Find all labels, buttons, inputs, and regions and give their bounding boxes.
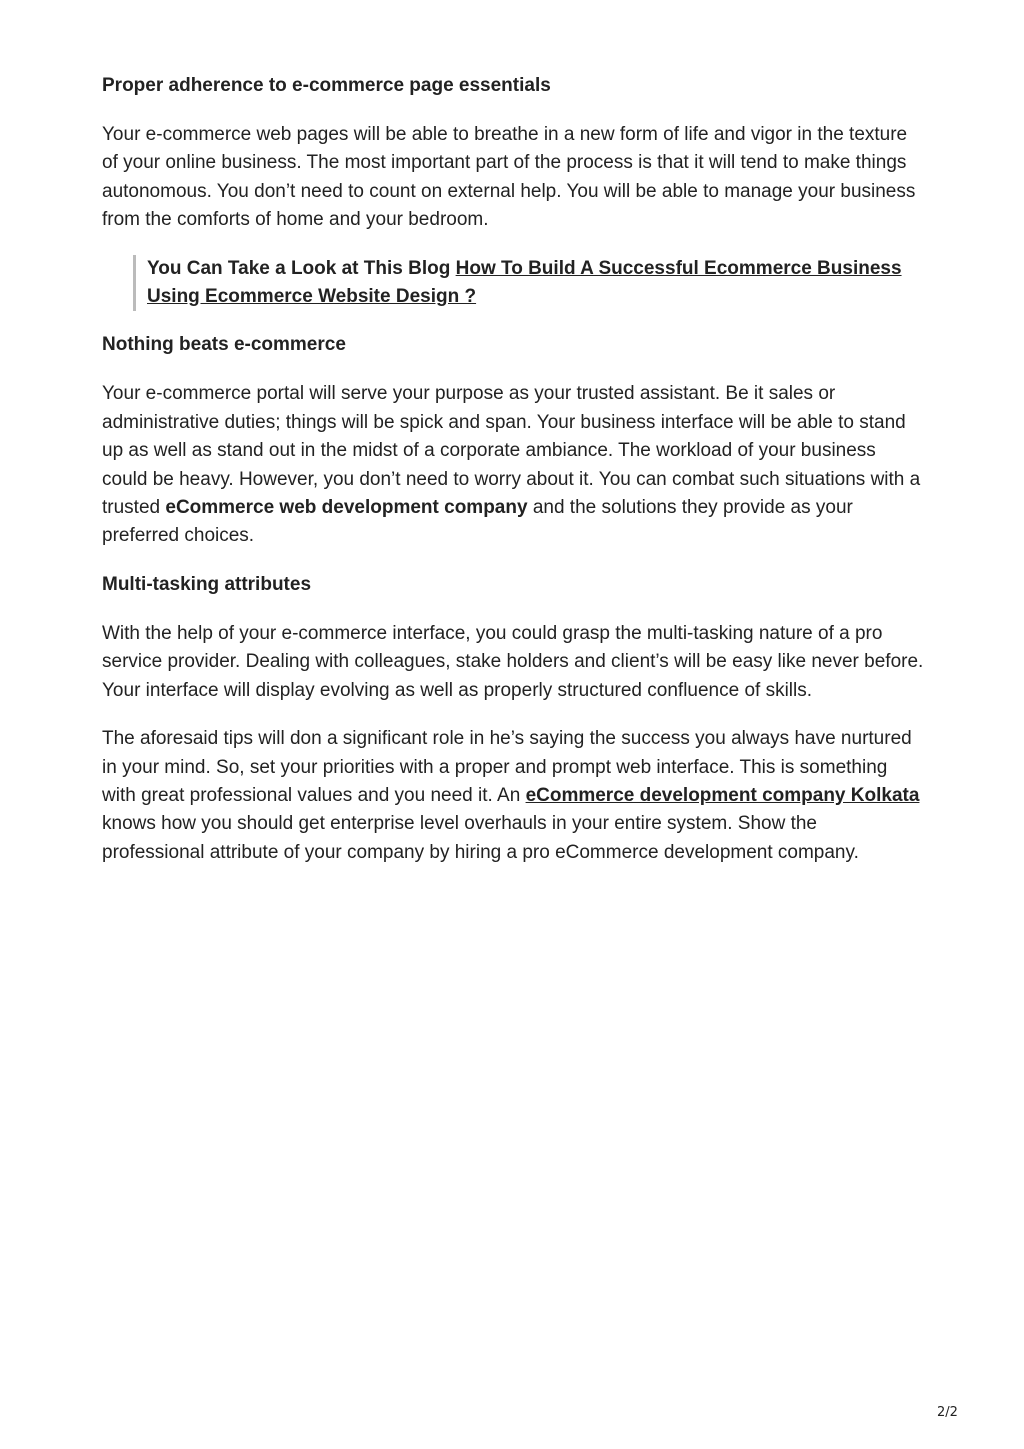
conclusion-text-after: knows how you should get enterprise level overhauls in your entire system. Show the professional attribute of your company by hiring a pro eCommerce development company.	[102, 813, 859, 863]
blog-blockquote	[133, 255, 924, 312]
blockquote-prefix: You Can Take a Look at This Blog	[147, 257, 456, 279]
paragraph-nothing-beats	[102, 380, 924, 550]
section-heading-multi-tasking: Multi-tasking attributes	[102, 573, 312, 595]
paragraph-conclusion	[102, 725, 924, 867]
ecommerce-kolkata-link[interactable]: eCommerce development company Kolkata	[525, 784, 920, 806]
section-heading-nothing-beats: Nothing beats e-commerce	[102, 334, 346, 356]
blog-link[interactable]: How To Build A Successful Ecommerce Business Using Ecommerce Website Design ?	[147, 257, 902, 308]
bold-company-phrase: eCommerce web development company	[165, 497, 528, 519]
document-page	[102, 72, 924, 867]
paragraph-multi-tasking: With the help of your e-commerce interface, you could grasp the multi-tasking nature of a pro service provider. Dealing with colleagues, stake holders and client’s will be easy like never before. Your interface will display evolving as well as properly structured confluence of skills.	[102, 622, 924, 701]
paragraph-text-after: and the solutions they provide as your preferred choices.	[102, 497, 853, 547]
paragraph-page-essentials: Your e-commerce web pages will be able to breathe in a new form of life and vigor in the texture of your online business. The most important part of the process is that it will tend to make things autonomous. You don’t need to count on external help. You will be able to manage your business from the comforts of home and your bedroom.	[102, 124, 916, 231]
conclusion-text-before: The aforesaid tips will don a significant role in he’s saying the success you always have nurtured in your mind. So, set your priorities with a proper and prompt web interface. This is something with great professional values and you need it. An	[102, 728, 912, 806]
page-number: 2/2	[937, 1405, 958, 1420]
paragraph-text-before: Your e-commerce portal will serve your purpose as your trusted assistant. Be it sales or administrative duties; things will be spick and span. Your business interface will be able to stand up as well as stand out in the midst of a corporate ambiance. The workload of your business could be heavy. However, you don’t need to worry about it. You can combat such situations with a trusted	[102, 383, 921, 519]
section-heading-page-essentials: Proper adherence to e-commerce page essentials	[102, 75, 551, 96]
